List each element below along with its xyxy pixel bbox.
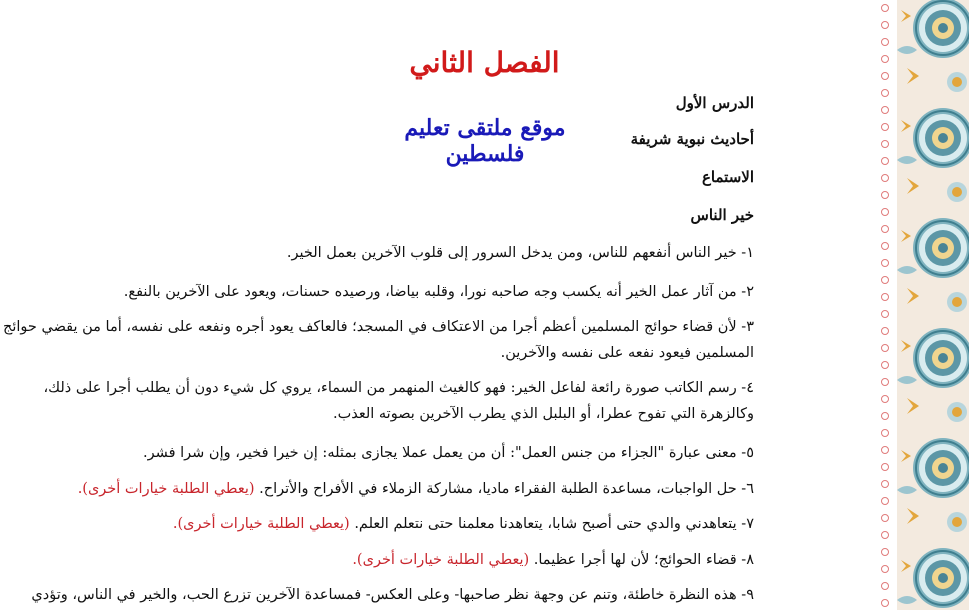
border-dot	[881, 191, 889, 199]
border-dot	[881, 276, 889, 284]
border-dot	[881, 123, 889, 131]
border-dot	[881, 446, 889, 454]
teacher-note: (يعطي الطلبة خيارات أخرى).	[77, 481, 255, 497]
border-dot	[881, 208, 889, 216]
border-dot	[881, 497, 889, 505]
answer-item-8: ٨- قضاء الحوائج؛ لأن لها أجرا عظيما. (يعطي الطلبة خيارات أخرى).	[352, 552, 754, 568]
teacher-note: (يعطي الطلبة خيارات أخرى).	[352, 552, 530, 568]
border-dot	[881, 599, 889, 607]
border-dot	[881, 293, 889, 301]
border-dot	[881, 412, 889, 420]
teacher-note: (يعطي الطلبة خيارات أخرى).	[172, 516, 350, 532]
answer-item-3: ٣- لأن قضاء حوائج المسلمين أعظم أجرا من الاعتكاف في المسجد؛ فالعاكف يعود أجره ونفعه على نفسه، أما من يقضي حوائج المسلمين فيعود نفعه على نفسه والآخرين.	[3, 319, 754, 361]
border-dot	[881, 514, 889, 522]
arabesque-pattern-icon	[897, 0, 969, 610]
dotted-border	[875, 0, 897, 610]
answer-item-5: ٥- معنى عبارة "الجزاء من جنس العمل": أن من يعمل عملا يجازى بمثله: إن خيرا فخير، وإن شرا فشر.	[143, 445, 754, 461]
answer-item-1: ١- خير الناس أنفعهم للناس، ومن يدخل السرور إلى قلوب الآخرين بعمل الخير.	[286, 245, 754, 261]
border-dot	[881, 548, 889, 556]
border-dot	[881, 242, 889, 250]
answer-item-4: ٤- رسم الكاتب صورة رائعة لفاعل الخير: فهو كالغيث المنهمر من السماء، يروي كل شيء دون أن يطلب أجرا على ذلك، وكالزهرة التي تفوح عطرا، أو البلبل الذي يطرب الآخرين بصوته العذب.	[43, 380, 754, 422]
border-dot	[881, 378, 889, 386]
lesson-heading: الدرس الأول	[675, 94, 754, 112]
ornament-svg	[897, 0, 969, 610]
border-dot	[881, 310, 889, 318]
answer-item-2: ٢- من آثار عمل الخير أنه يكسب وجه صاحبه نورا، وقلبه بياضا، ورصيده حسنات، ويعود على الآخرين بالنفع.	[123, 284, 754, 300]
border-dot	[881, 531, 889, 539]
border-dot	[881, 140, 889, 148]
border-dot	[881, 259, 889, 267]
answer-item-6: ٦- حل الواجبات، مساعدة الطلبة الفقراء ماديا، مشاركة الزملاء في الأفراح والأتراح. (يعطي الطلبة خيارات أخرى).	[77, 481, 754, 497]
border-dot	[881, 429, 889, 437]
border-dot	[881, 225, 889, 233]
section-heading: الاستماع	[701, 168, 754, 186]
site-title: موقع ملتقى تعليم فلسطين	[404, 115, 566, 167]
border-dot	[881, 38, 889, 46]
border-dot	[881, 327, 889, 335]
chapter-title: الفصل الثاني	[409, 46, 560, 79]
border-dot	[881, 174, 889, 182]
border-dot	[881, 480, 889, 488]
border-dot	[881, 582, 889, 590]
border-dot	[881, 106, 889, 114]
subsection-heading: خير الناس	[690, 206, 754, 224]
border-dot	[881, 361, 889, 369]
border-dot	[881, 4, 889, 12]
border-dot	[881, 395, 889, 403]
border-dot	[881, 565, 889, 573]
border-dot	[881, 344, 889, 352]
border-dot	[881, 89, 889, 97]
answer-item-9: ٩- هذه النظرة خاطئة، وتنم عن وجهة نظر صاحبها- وعلى العكس- فمساعدة الآخرين تزرع الحب، والخير في الناس، وتؤدي	[31, 587, 754, 603]
border-dot	[881, 21, 889, 29]
border-dot	[881, 463, 889, 471]
topic-heading: أحاديث نبوية شريفة	[630, 130, 754, 148]
border-dot	[881, 157, 889, 165]
answer-item-7: ٧- يتعاهدني والدي حتى أصبح شابا، يتعاهدنا معلمنا حتى نتعلم العلم. (يعطي الطلبة خيارات أخرى).	[172, 516, 754, 532]
